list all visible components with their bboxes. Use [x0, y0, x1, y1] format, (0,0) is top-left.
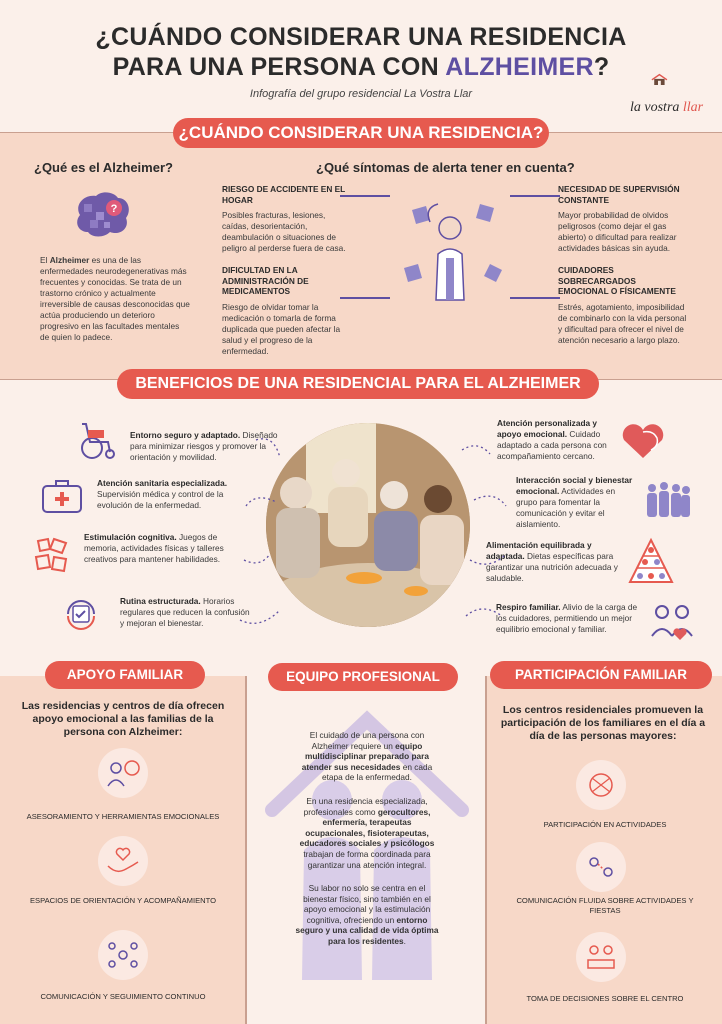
title-highlight: ALZHEIMER: [445, 53, 594, 81]
benefit-item: [84, 532, 244, 565]
team-paragraph-1: [296, 730, 438, 783]
icon-circle: [576, 932, 626, 982]
caring-hands-icon: [106, 846, 140, 876]
advice-icon: [106, 758, 140, 788]
benefit-title: Respiro familiar.: [496, 602, 561, 612]
benefit-text: Horarios regulares que reducen la confusión y mejoran el bienestar.: [120, 596, 250, 628]
family-support-header: APOYO FAMILIAR: [45, 661, 205, 689]
support-item-label: ASESORAMIENTO Y HERRAMIENTAS EMOCIONALES: [26, 812, 220, 821]
title-question-mark: ?: [593, 53, 610, 81]
support-item-label: COMUNICACIÓN Y SEGUIMIENTO CONTINUO: [40, 992, 206, 1001]
wheelchair-icon: [76, 420, 118, 460]
team-paragraph-3: [292, 883, 442, 947]
benefit-title: Entorno seguro y adaptado.: [130, 430, 241, 440]
logo-text-part1: la vostra: [630, 100, 683, 115]
main-title: [0, 22, 722, 82]
group-icon: [644, 478, 692, 522]
symptoms-title: ¿Qué síntomas de alerta tener en cuenta?: [316, 160, 575, 175]
benefit-text: Dietas específicas para garantizar una nutrición adecuada y saludable.: [486, 551, 618, 583]
column-divider: [485, 676, 487, 1024]
symptom-text: Estrés, agotamiento, imposibilidad de combinarlo con la vida personal y dificultad para ofrecer el nivel de atención necesario a largo plazo.: [558, 301, 687, 345]
team-paragraph-2: [292, 796, 442, 870]
decision-meeting-icon: [584, 942, 618, 972]
communication-icon: [584, 852, 618, 882]
confused-person-puzzle-icon: [340, 190, 560, 305]
family-support-intro: Las residencias y centros de día ofrecen apoyo emocional a las familias de la persona con Alzheimer:: [21, 700, 225, 738]
benefit-title: Atención sanitaria especializada.: [97, 478, 228, 488]
subtitle: Infografía del grupo residencial La Vostra Llar: [249, 88, 473, 100]
icon-circle: [576, 760, 626, 810]
professional-team-header: EQUIPO PROFESIONAL: [268, 663, 458, 691]
team-p1-c: en cada etapa de la enfermedad.: [322, 761, 433, 783]
benefit-title: Alimentación equilibrada y adaptada.: [486, 540, 592, 561]
benefit-item: [97, 478, 245, 511]
title-line-2-text: PARA UNA PERSONA CON: [112, 53, 446, 81]
participation-item-label: TOMA DE DECISIONES SOBRE EL CENTRO: [526, 994, 684, 1003]
logo-text-part2: llar: [682, 100, 704, 115]
network-icon: [106, 940, 140, 970]
title-line-2: [0, 52, 722, 82]
section-benefits-header: BENEFICIOS DE UNA RESIDENCIAL PARA EL ALZHEIMER: [117, 369, 599, 399]
family-participation-intro: Los centros residenciales promueven la participación de los familiares en el día a día de las personas mayores:: [500, 704, 706, 742]
team-p1-a: El cuidado de una persona con Alzheimer requiere un: [309, 730, 425, 751]
heart-brain-icon: [618, 422, 668, 460]
symptom-text: Posibles fracturas, lesiones, caídas, desorientación, deambulación o situaciones de peligro al perderse fuera de casa.: [222, 210, 346, 253]
column-divider: [245, 676, 247, 1024]
definition-text: es una de las enfermedades neurodegenerativas más frecuentes y conocidas. Se trata de un trastorno crónico y actualmente irreversible de causas desconocidas que actúa produciendo un deterioro progresivo en las facultades mentales de quien lo padece.: [40, 255, 190, 342]
activities-icon: [584, 770, 618, 800]
calendar-icon: [62, 596, 100, 634]
symptom-text: Mayor probabilidad de olvidos peligrosos (como dejar el gas abierto) o dificultad para realizar actividades básicas sin ayuda.: [558, 210, 677, 253]
symptom-card: [558, 265, 688, 346]
benefit-item: [516, 475, 636, 530]
support-item-label: ESPACIOS DE ORIENTACIÓN Y ACOMPAÑAMIENTO: [29, 896, 217, 905]
dotted-connectors: [230, 420, 520, 650]
icon-circle: [98, 748, 148, 798]
what-is-alzheimer-title: ¿Qué es el Alzheimer?: [34, 160, 173, 175]
benefit-title: Interacción social y bienestar emocional.: [516, 475, 633, 496]
benefit-text: Actividades en grupo para fomentar la comunicación y evitar el aislamiento.: [516, 486, 616, 529]
team-p2-c: trabajan de forma coordinada para garantizar una atención integral.: [303, 848, 431, 870]
symptom-card: [222, 265, 347, 357]
brain-puzzle-icon: [70, 190, 134, 240]
benefit-title: Atención personalizada y apoyo emocional.: [497, 418, 598, 439]
icon-circle: [98, 836, 148, 886]
house-logo-icon: [650, 72, 690, 98]
team-p3-c: .: [403, 935, 406, 946]
symptom-title: DIFICULTAD EN LA ADMINISTRACIÓN DE MEDICAMENTOS: [222, 265, 309, 296]
participation-item-label: COMUNICACIÓN FLUIDA SOBRE ACTIVIDADES Y FIESTAS: [516, 896, 694, 915]
team-p2-a: En una residencia especializada, profesionales como: [303, 796, 428, 817]
svg-text:?: ?: [110, 203, 118, 215]
title-line-1: ¿CUÁNDO CONSIDERAR UNA RESIDENCIA: [95, 23, 627, 51]
team-p1-bold: equipo multidisciplinar preparado para atender sus necesidades: [301, 740, 430, 772]
benefit-title: Estimulación cognitiva.: [84, 532, 177, 542]
food-pyramid-icon: [628, 536, 674, 586]
team-p2-bold: gerocultores, enfermería, terapeutas ocupacionales, fisioterapeutas, educadores sociales y psicólogos: [299, 806, 435, 849]
definition-bold: Alzheimer: [49, 255, 90, 265]
team-p3-a: Su labor no solo se centra en el bienestar físico, sino también en el apoyo emocional y la estimulación cognitiva, ofreciendo un: [303, 883, 431, 925]
alzheimer-definition: [40, 255, 190, 343]
medical-kit-icon: [40, 478, 84, 514]
benefit-text: Supervisión médica y control de la evolución de la enfermedad.: [97, 489, 224, 510]
benefit-text: Alivio de la carga de los cuidadores, permitiendo un mejor equilibrio emocional y familiar.: [496, 602, 638, 634]
icon-circle: [98, 930, 148, 980]
symptom-card: [558, 184, 688, 254]
benefit-title: Rutina estructurada.: [120, 596, 201, 606]
brand-logo-text: [630, 100, 703, 116]
benefit-text: Cuidado adaptado a cada persona con acompañamiento cercano.: [497, 429, 607, 461]
family-participation-header: PARTICIPACIÓN FAMILIAR: [490, 661, 712, 689]
team-p3-bold: entorno seguro y una calidad de vida óptima para los residentes: [295, 914, 439, 946]
benefit-text: Diseñado para minimizar riesgos y promover la orientación y movilidad.: [130, 430, 278, 462]
section-when-header: ¿CUÁNDO CONSIDERAR UNA RESIDENCIA?: [173, 118, 549, 148]
puzzle-head-icon: [30, 535, 76, 579]
definition-prefix: El: [40, 255, 50, 265]
symptom-card: [222, 184, 347, 254]
family-icon: [650, 602, 696, 642]
icon-circle: [576, 842, 626, 892]
symptom-text: Riesgo de olvidar tomar la medicación o tomarla de forma duplicada que pueden afectar la salud y el progreso de la enfermedad.: [222, 301, 341, 356]
symptom-title: NECESIDAD DE SUPERVISIÓN CONSTANTE: [558, 184, 680, 205]
symptom-title: CUIDADORES SOBRECARGADOS EMOCIONAL O FÍSICAMENTE: [558, 265, 676, 296]
symptom-title: RIESGO DE ACCIDENTE EN EL HOGAR: [222, 184, 346, 205]
participation-item-label: PARTICIPACIÓN EN ACTIVIDADES: [543, 820, 667, 829]
benefit-text: Juegos de memoria, actividades físicas y talleres creativos para mantener habilidades.: [84, 532, 224, 564]
